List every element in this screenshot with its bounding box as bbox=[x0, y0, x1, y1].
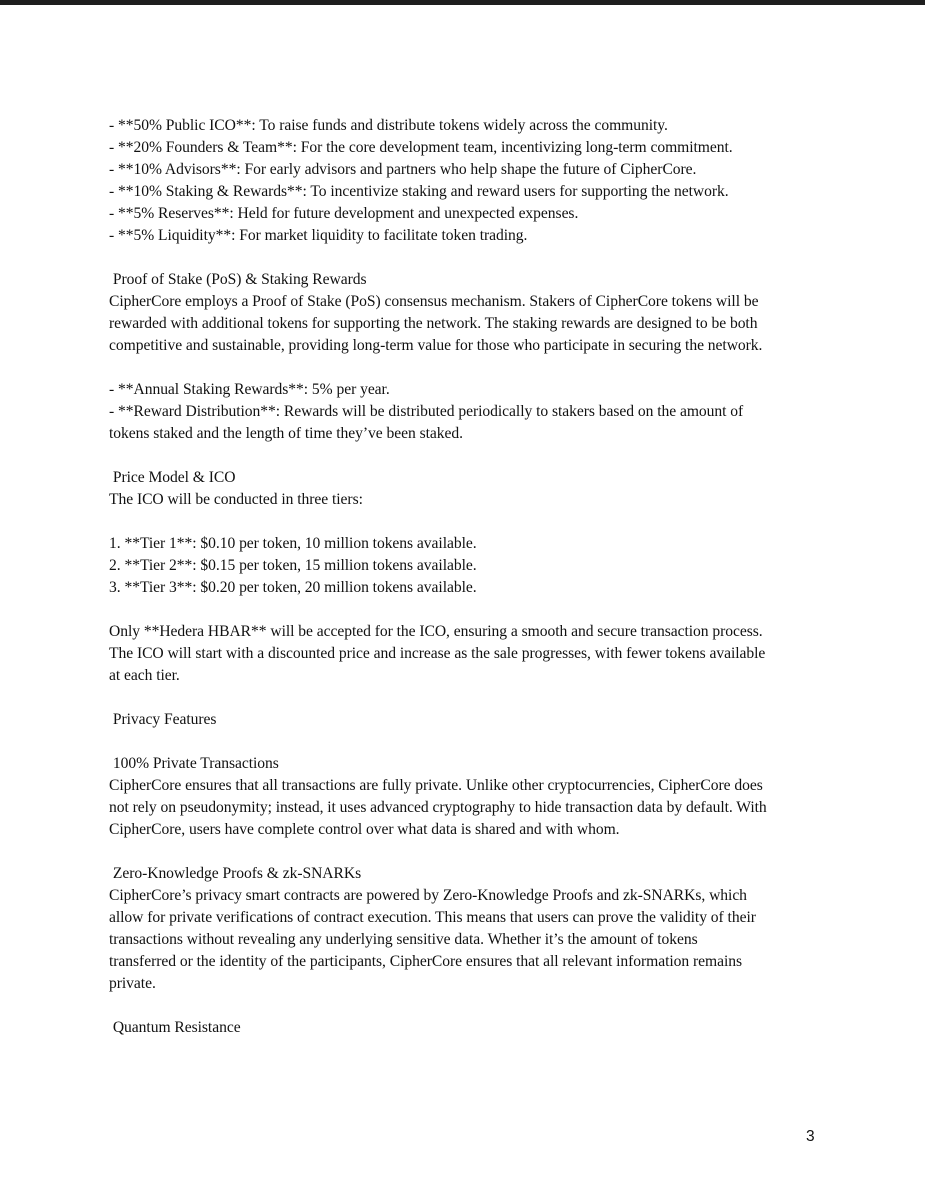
allocation-list bbox=[109, 115, 821, 247]
zk-paragraph-line: transactions without revealing any underlying sensitive data. Whether it’s the amount of tokens bbox=[109, 931, 698, 948]
allocation-item-staking-rewards: - **10% Staking & Rewards**: To incentivize staking and reward users for supporting the network. bbox=[109, 183, 729, 200]
page-number: 3 bbox=[806, 1128, 815, 1145]
zk-heading: Zero-Knowledge Proofs & zk-SNARKs bbox=[109, 865, 362, 882]
spacer bbox=[109, 445, 821, 467]
allocation-item-public-ico: - **50% Public ICO**: To raise funds and distribute tokens widely across the community. bbox=[109, 117, 668, 134]
pos-section bbox=[109, 269, 821, 445]
allocation-item-founders-team: - **20% Founders & Team**: For the core development team, incentivizing long-term commitment. bbox=[109, 139, 733, 156]
allocation-item-reserves: - **5% Reserves**: Held for future development and unexpected expenses. bbox=[109, 205, 579, 222]
private-tx-paragraph-line: CipherCore, users have complete control over what data is shared and with whom. bbox=[109, 821, 620, 838]
pos-heading: Proof of Stake (PoS) & Staking Rewards bbox=[109, 271, 367, 288]
zk-paragraph-line: allow for private verifications of contract execution. This means that users can prove the validity of their bbox=[109, 909, 756, 926]
spacer bbox=[109, 357, 821, 379]
zk-paragraph-line: private. bbox=[109, 975, 156, 992]
privacy-heading: Privacy Features bbox=[109, 711, 217, 728]
zk-section bbox=[109, 863, 821, 995]
ico-tier-2: 2. **Tier 2**: $0.15 per token, 15 million tokens available. bbox=[109, 557, 477, 574]
spacer bbox=[109, 247, 821, 269]
allocation-item-advisors: - **10% Advisors**: For early advisors and partners who help shape the future of CipherCore. bbox=[109, 161, 697, 178]
quantum-heading: Quantum Resistance bbox=[109, 1019, 241, 1036]
ico-section bbox=[109, 467, 821, 687]
page-top-border bbox=[0, 0, 925, 5]
spacer bbox=[109, 687, 821, 709]
ico-tier-1: 1. **Tier 1**: $0.10 per token, 10 million tokens available. bbox=[109, 535, 477, 552]
spacer bbox=[109, 731, 821, 753]
private-tx-paragraph-line: not rely on pseudonymity; instead, it uses advanced cryptography to hide transaction data by default. With bbox=[109, 799, 767, 816]
spacer bbox=[109, 511, 821, 533]
zk-paragraph-line: transferred or the identity of the participants, CipherCore ensures that all relevant information remains bbox=[109, 953, 743, 970]
pos-bullet-reward-distribution-cont: tokens staked and the length of time they’ve been staked. bbox=[109, 425, 463, 442]
ico-paragraph-line: Only **Hedera HBAR** will be accepted for the ICO, ensuring a smooth and secure transaction process. bbox=[109, 623, 763, 640]
spacer bbox=[109, 995, 821, 1017]
pos-bullet-annual-rewards: - **Annual Staking Rewards**: 5% per year. bbox=[109, 381, 390, 398]
pos-paragraph-line: CipherCore employs a Proof of Stake (PoS) consensus mechanism. Stakers of CipherCore tokens will be bbox=[109, 293, 759, 310]
ico-heading: Price Model & ICO bbox=[109, 469, 236, 486]
private-tx-section bbox=[109, 753, 821, 841]
private-tx-heading: 100% Private Transactions bbox=[109, 755, 279, 772]
spacer bbox=[109, 841, 821, 863]
document-body bbox=[109, 115, 821, 1039]
ico-tier-3: 3. **Tier 3**: $0.20 per token, 20 million tokens available. bbox=[109, 579, 477, 596]
ico-paragraph-line: The ICO will start with a discounted price and increase as the sale progresses, with fewer tokens available bbox=[109, 645, 766, 662]
ico-paragraph-line: at each tier. bbox=[109, 667, 180, 684]
zk-paragraph-line: CipherCore’s privacy smart contracts are powered by Zero-Knowledge Proofs and zk-SNARKs, which bbox=[109, 887, 747, 904]
pos-paragraph-line: rewarded with additional tokens for supporting the network. The staking rewards are designed to be both bbox=[109, 315, 758, 332]
ico-intro: The ICO will be conducted in three tiers: bbox=[109, 491, 363, 508]
private-tx-paragraph-line: CipherCore ensures that all transactions are fully private. Unlike other cryptocurrencies, CipherCore does bbox=[109, 777, 763, 794]
pos-paragraph-line: competitive and sustainable, providing long-term value for those who participate in securing the network. bbox=[109, 337, 763, 354]
pos-bullet-reward-distribution: - **Reward Distribution**: Rewards will be distributed periodically to stakers based on the amount of bbox=[109, 403, 744, 420]
spacer bbox=[109, 599, 821, 621]
allocation-item-liquidity: - **5% Liquidity**: For market liquidity to facilitate token trading. bbox=[109, 227, 528, 244]
